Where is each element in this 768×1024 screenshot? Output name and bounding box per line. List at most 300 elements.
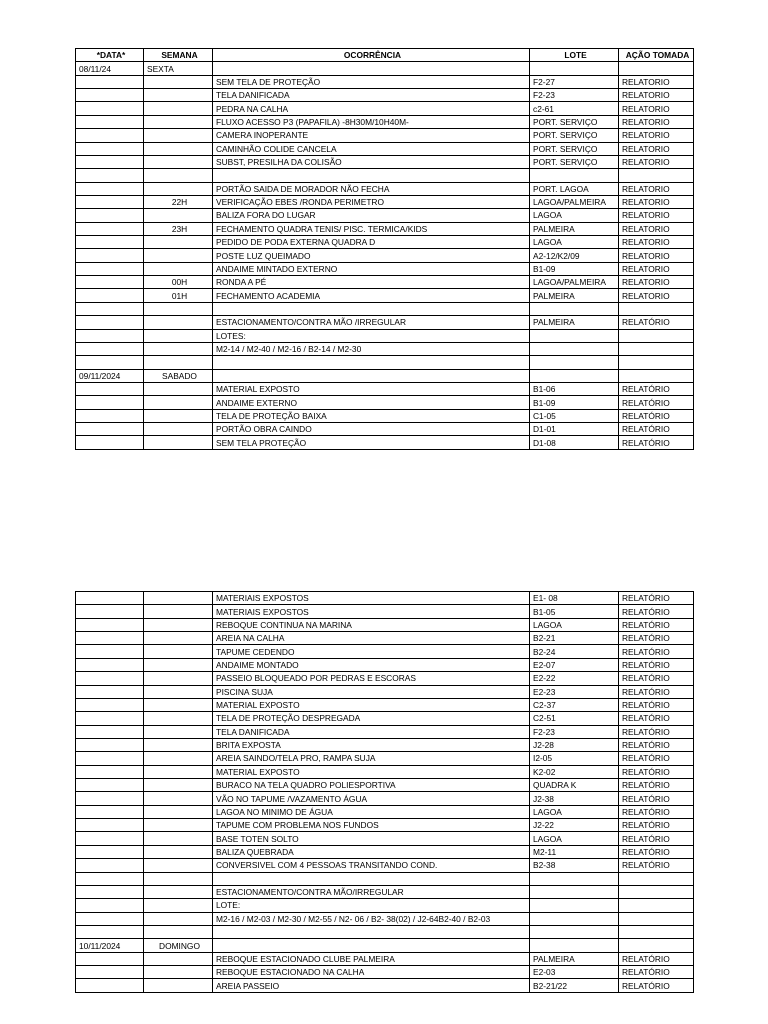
table-row (76, 832, 694, 845)
cell-semana (144, 605, 213, 618)
cell-semana (144, 102, 213, 115)
cell-ocorrencia: M2-14 / M2-40 / M2-16 / B2-14 / M2-30 (213, 342, 530, 355)
table-row (76, 912, 694, 925)
cell-data (76, 409, 144, 422)
cell-ocorrencia: CONVERSIVEL COM 4 PESSOAS TRANSITANDO COND. (213, 859, 530, 872)
cell-lote: E2-23 (530, 685, 619, 698)
cell-lote (530, 899, 619, 912)
cell-semana (144, 925, 213, 938)
cell-lote (530, 912, 619, 925)
cell-lote: F2-23 (530, 89, 619, 102)
cell-acao: RELATÓRIO (619, 632, 694, 645)
cell-lote: PORT. LAGOA (530, 182, 619, 195)
cell-semana (144, 632, 213, 645)
cell-acao: RELATÓRIO (619, 952, 694, 965)
cell-lote (530, 169, 619, 182)
cell-acao (619, 329, 694, 342)
cell-data (76, 859, 144, 872)
cell-ocorrencia: MATERIAIS EXPOSTOS (213, 592, 530, 605)
cell-lote (530, 885, 619, 898)
cell-acao: RELATÓRIO (619, 792, 694, 805)
cell-lote: PALMEIRA (530, 952, 619, 965)
cell-lote: E2-22 (530, 672, 619, 685)
cell-semana (144, 872, 213, 885)
cell-ocorrencia: MATERIAL EXPOSTO (213, 765, 530, 778)
cell-lote: B1-09 (530, 396, 619, 409)
cell-acao: RELATÓRIO (619, 738, 694, 751)
cell-data (76, 645, 144, 658)
cell-ocorrencia: REBOQUE ESTACIONADO NA CALHA (213, 966, 530, 979)
cell-ocorrencia (213, 939, 530, 952)
cell-lote (530, 329, 619, 342)
cell-ocorrencia: MATERIAL EXPOSTO (213, 698, 530, 711)
cell-semana (144, 356, 213, 369)
cell-semana (144, 142, 213, 155)
occurrence-table-2 (75, 591, 694, 993)
table-row (76, 289, 694, 302)
cell-ocorrencia: PISCINA SUJA (213, 685, 530, 698)
cell-lote (530, 939, 619, 952)
cell-ocorrencia: MATERIAL EXPOSTO (213, 382, 530, 395)
table-row (76, 115, 694, 128)
cell-semana (144, 952, 213, 965)
cell-lote: C2-37 (530, 698, 619, 711)
cell-data (76, 912, 144, 925)
cell-semana (144, 765, 213, 778)
cell-data (76, 195, 144, 208)
cell-data (76, 316, 144, 329)
cell-acao: RELATORIO (619, 89, 694, 102)
cell-semana (144, 779, 213, 792)
cell-semana (144, 155, 213, 168)
cell-lote: A2-12/K2/09 (530, 249, 619, 262)
cell-data (76, 289, 144, 302)
cell-semana (144, 592, 213, 605)
cell-data (76, 658, 144, 671)
cell-data (76, 155, 144, 168)
cell-acao: RELATÓRIO (619, 966, 694, 979)
cell-semana (144, 249, 213, 262)
cell-semana (144, 658, 213, 671)
cell-data (76, 142, 144, 155)
table-row (76, 632, 694, 645)
cell-semana: SABADO (144, 369, 213, 382)
cell-semana (144, 859, 213, 872)
cell-semana (144, 75, 213, 88)
cell-lote (530, 342, 619, 355)
table-row (76, 899, 694, 912)
cell-data (76, 779, 144, 792)
cell-acao: RELATÓRIO (619, 316, 694, 329)
cell-lote (530, 62, 619, 75)
cell-semana: 23H (144, 222, 213, 235)
cell-ocorrencia: ANDAIME MONTADO (213, 658, 530, 671)
table-row (76, 979, 694, 992)
cell-acao: RELATÓRIO (619, 685, 694, 698)
cell-acao: RELATORIO (619, 209, 694, 222)
cell-semana: 00H (144, 276, 213, 289)
table-row (76, 369, 694, 382)
cell-data (76, 618, 144, 631)
cell-data (76, 115, 144, 128)
cell-data: 09/11/2024 (76, 369, 144, 382)
cell-ocorrencia: AREIA PASSEIO (213, 979, 530, 992)
cell-lote (530, 872, 619, 885)
cell-semana (144, 236, 213, 249)
cell-acao: RELATÓRIO (619, 752, 694, 765)
cell-semana (144, 89, 213, 102)
cell-ocorrencia: BRITA EXPOSTA (213, 738, 530, 751)
cell-lote: PALMEIRA (530, 222, 619, 235)
table-row (76, 316, 694, 329)
cell-lote: PORT. SERVIÇO (530, 115, 619, 128)
cell-lote: C1-05 (530, 409, 619, 422)
cell-lote: D1-01 (530, 423, 619, 436)
cell-data (76, 845, 144, 858)
table-row (76, 939, 694, 952)
table-row (76, 738, 694, 751)
cell-acao: RELATORIO (619, 75, 694, 88)
cell-ocorrencia: FLUXO ACESSO P3 (PAPAFILA) -8H30M/10H40M- (213, 115, 530, 128)
cell-data (76, 632, 144, 645)
cell-data (76, 236, 144, 249)
table-row (76, 592, 694, 605)
table-row (76, 356, 694, 369)
cell-ocorrencia: TELA DANIFICADA (213, 89, 530, 102)
cell-acao: RELATORIO (619, 276, 694, 289)
cell-acao: RELATÓRIO (619, 819, 694, 832)
cell-acao: RELATORIO (619, 222, 694, 235)
table-row (76, 658, 694, 671)
cell-acao: RELATORIO (619, 249, 694, 262)
table-row (76, 382, 694, 395)
cell-ocorrencia: BALIZA FORA DO LUGAR (213, 209, 530, 222)
cell-data (76, 738, 144, 751)
cell-lote: LAGOA/PALMEIRA (530, 195, 619, 208)
table-row (76, 302, 694, 315)
cell-acao: RELATÓRIO (619, 845, 694, 858)
cell-lote: LAGOA (530, 209, 619, 222)
header-lote: LOTE (530, 49, 619, 62)
table-row (76, 236, 694, 249)
cell-semana (144, 845, 213, 858)
cell-acao (619, 899, 694, 912)
table-row (76, 329, 694, 342)
cell-semana (144, 209, 213, 222)
cell-lote: B1-06 (530, 382, 619, 395)
cell-semana (144, 115, 213, 128)
cell-data (76, 712, 144, 725)
cell-acao (619, 356, 694, 369)
cell-data (76, 698, 144, 711)
cell-semana: 22H (144, 195, 213, 208)
cell-ocorrencia (213, 369, 530, 382)
cell-semana (144, 672, 213, 685)
cell-acao: RELATÓRIO (619, 832, 694, 845)
cell-acao: RELATÓRIO (619, 409, 694, 422)
cell-ocorrencia: PASSEIO BLOQUEADO POR PEDRAS E ESCORAS (213, 672, 530, 685)
cell-ocorrencia: TELA DE PROTEÇÃO BAIXA (213, 409, 530, 422)
cell-ocorrencia (213, 62, 530, 75)
header-ocorrencia: OCORRÊNCIA (213, 49, 530, 62)
cell-acao: RELATÓRIO (619, 605, 694, 618)
cell-acao: RELATÓRIO (619, 712, 694, 725)
cell-ocorrencia: BALIZA QUEBRADA (213, 845, 530, 858)
cell-ocorrencia: CAMERA INOPERANTE (213, 129, 530, 142)
cell-acao: RELATÓRIO (619, 658, 694, 671)
cell-semana (144, 712, 213, 725)
cell-acao: RELATÓRIO (619, 698, 694, 711)
cell-semana (144, 805, 213, 818)
cell-semana (144, 698, 213, 711)
cell-lote: J2-28 (530, 738, 619, 751)
table-row (76, 845, 694, 858)
table-row (76, 75, 694, 88)
cell-ocorrencia: ESTACIONAMENTO/CONTRA MÃO/IRREGULAR (213, 885, 530, 898)
cell-ocorrencia: LAGOA NO MINIMO DE ÁGUA (213, 805, 530, 818)
cell-semana (144, 382, 213, 395)
cell-lote: c2-61 (530, 102, 619, 115)
cell-data (76, 302, 144, 315)
table-row (76, 805, 694, 818)
cell-data (76, 792, 144, 805)
table-row (76, 925, 694, 938)
cell-ocorrencia: BASE TOTEN SOLTO (213, 832, 530, 845)
cell-semana (144, 899, 213, 912)
cell-data (76, 329, 144, 342)
cell-semana (144, 302, 213, 315)
cell-ocorrencia: TAPUME COM PROBLEMA NOS FUNDOS (213, 819, 530, 832)
cell-lote: PALMEIRA (530, 316, 619, 329)
header-semana: SEMANA (144, 49, 213, 62)
cell-data (76, 605, 144, 618)
cell-lote (530, 369, 619, 382)
cell-lote: PORT. SERVIÇO (530, 142, 619, 155)
cell-data (76, 396, 144, 409)
cell-ocorrencia: BURACO NA TELA QUADRO POLIESPORTIVA (213, 779, 530, 792)
cell-data (76, 592, 144, 605)
table-row (76, 262, 694, 275)
cell-data (76, 249, 144, 262)
cell-ocorrencia: PEDIDO DE PODA EXTERNA QUADRA D (213, 236, 530, 249)
cell-lote: B1-05 (530, 605, 619, 618)
table-row (76, 872, 694, 885)
cell-ocorrencia: TAPUME CEDENDO (213, 645, 530, 658)
cell-ocorrencia (213, 356, 530, 369)
cell-acao (619, 369, 694, 382)
cell-lote: J2-22 (530, 819, 619, 832)
cell-acao (619, 885, 694, 898)
table-row (76, 685, 694, 698)
cell-semana (144, 979, 213, 992)
cell-ocorrencia (213, 302, 530, 315)
cell-data (76, 356, 144, 369)
table-row (76, 885, 694, 898)
table-row (76, 645, 694, 658)
cell-lote: PALMEIRA (530, 289, 619, 302)
cell-ocorrencia (213, 925, 530, 938)
cell-semana (144, 129, 213, 142)
table-row (76, 102, 694, 115)
cell-semana (144, 885, 213, 898)
cell-lote: LAGOA (530, 805, 619, 818)
cell-ocorrencia: VERIFICAÇÃO EBES /RONDA PERIMETRO (213, 195, 530, 208)
cell-lote: E1- 08 (530, 592, 619, 605)
cell-lote: F2-23 (530, 725, 619, 738)
cell-acao: RELATORIO (619, 182, 694, 195)
cell-lote: B1-09 (530, 262, 619, 275)
cell-semana (144, 329, 213, 342)
cell-ocorrencia (213, 169, 530, 182)
table-row (76, 169, 694, 182)
cell-data (76, 925, 144, 938)
table-row (76, 209, 694, 222)
cell-semana (144, 423, 213, 436)
cell-acao (619, 169, 694, 182)
table-row (76, 62, 694, 75)
cell-ocorrencia: AREIA SAINDO/TELA PRO, RAMPA SUJA (213, 752, 530, 765)
table-row (76, 725, 694, 738)
cell-lote: B2-38 (530, 859, 619, 872)
table-row (76, 342, 694, 355)
table-row (76, 89, 694, 102)
cell-semana (144, 819, 213, 832)
cell-lote (530, 925, 619, 938)
cell-lote: PORT. SERVIÇO (530, 155, 619, 168)
cell-lote: I2-05 (530, 752, 619, 765)
table-row (76, 436, 694, 449)
cell-lote: B2-21/22 (530, 979, 619, 992)
cell-semana (144, 738, 213, 751)
cell-data (76, 75, 144, 88)
table-row (76, 698, 694, 711)
cell-semana: SEXTA (144, 62, 213, 75)
cell-acao: RELATÓRIO (619, 382, 694, 395)
cell-acao: RELATÓRIO (619, 779, 694, 792)
cell-semana: 01H (144, 289, 213, 302)
cell-lote: LAGOA (530, 832, 619, 845)
cell-semana (144, 725, 213, 738)
cell-lote: E2-03 (530, 966, 619, 979)
cell-lote: E2-07 (530, 658, 619, 671)
cell-lote: LAGOA (530, 618, 619, 631)
table-row (76, 423, 694, 436)
table-row (76, 182, 694, 195)
cell-data (76, 182, 144, 195)
cell-ocorrencia: SUBST, PRESILHA DA COLISÃO (213, 155, 530, 168)
cell-semana (144, 966, 213, 979)
cell-data (76, 102, 144, 115)
cell-lote: J2-38 (530, 792, 619, 805)
table-row (76, 195, 694, 208)
table-row (76, 605, 694, 618)
cell-ocorrencia: FECHAMENTO QUADRA TENIS/ PISC. TERMICA/KIDS (213, 222, 530, 235)
cell-acao (619, 342, 694, 355)
cell-data (76, 222, 144, 235)
cell-acao: RELATÓRIO (619, 423, 694, 436)
cell-data: 08/11/24 (76, 62, 144, 75)
cell-semana (144, 792, 213, 805)
cell-lote: B2-24 (530, 645, 619, 658)
cell-lote: LAGOA/PALMEIRA (530, 276, 619, 289)
cell-acao: RELATORIO (619, 289, 694, 302)
cell-semana (144, 316, 213, 329)
cell-ocorrencia: ANDAIME EXTERNO (213, 396, 530, 409)
occurrence-table-1 (75, 48, 694, 450)
cell-semana (144, 262, 213, 275)
cell-ocorrencia: AREIA NA CALHA (213, 632, 530, 645)
cell-ocorrencia: REBOQUE CONTINUA NA MARINA (213, 618, 530, 631)
cell-lote: D1-08 (530, 436, 619, 449)
header-data: *DATA* (76, 49, 144, 62)
cell-data (76, 725, 144, 738)
cell-data (76, 672, 144, 685)
cell-lote: LAGOA (530, 236, 619, 249)
cell-acao: RELATÓRIO (619, 725, 694, 738)
cell-semana (144, 752, 213, 765)
cell-data (76, 952, 144, 965)
table-row (76, 752, 694, 765)
cell-acao (619, 912, 694, 925)
cell-data (76, 209, 144, 222)
cell-ocorrencia: PORTÃO OBRA CAINDO (213, 423, 530, 436)
table-row (76, 712, 694, 725)
cell-acao: RELATORIO (619, 115, 694, 128)
cell-data (76, 89, 144, 102)
cell-data (76, 423, 144, 436)
cell-lote: PORT. SERVIÇO (530, 129, 619, 142)
cell-semana (144, 409, 213, 422)
cell-semana (144, 685, 213, 698)
table-row (76, 155, 694, 168)
cell-data (76, 885, 144, 898)
cell-data (76, 899, 144, 912)
cell-ocorrencia: POSTE LUZ QUEIMADO (213, 249, 530, 262)
cell-semana (144, 182, 213, 195)
cell-ocorrencia: LOTE: (213, 899, 530, 912)
cell-semana (144, 436, 213, 449)
cell-semana (144, 342, 213, 355)
table-row (76, 819, 694, 832)
cell-acao: RELATÓRIO (619, 859, 694, 872)
cell-lote: F2-27 (530, 75, 619, 88)
cell-semana (144, 618, 213, 631)
cell-data (76, 872, 144, 885)
cell-data (76, 819, 144, 832)
cell-acao: RELATÓRIO (619, 672, 694, 685)
cell-acao: RELATORIO (619, 236, 694, 249)
cell-data (76, 382, 144, 395)
cell-semana (144, 396, 213, 409)
table-row (76, 396, 694, 409)
cell-semana (144, 832, 213, 845)
cell-semana (144, 645, 213, 658)
cell-acao (619, 872, 694, 885)
cell-lote (530, 302, 619, 315)
table-row (76, 952, 694, 965)
cell-ocorrencia: SEM TELA DE PROTEÇÃO (213, 75, 530, 88)
cell-data (76, 436, 144, 449)
cell-ocorrencia: SEM TELA PROTEÇÃO (213, 436, 530, 449)
cell-data (76, 342, 144, 355)
cell-data (76, 276, 144, 289)
table-row (76, 129, 694, 142)
cell-ocorrencia: ESTACIONAMENTO/CONTRA MÃO /IRREGULAR (213, 316, 530, 329)
cell-acao (619, 62, 694, 75)
cell-ocorrencia: RONDA A PÉ (213, 276, 530, 289)
table-row (76, 249, 694, 262)
table-row (76, 966, 694, 979)
